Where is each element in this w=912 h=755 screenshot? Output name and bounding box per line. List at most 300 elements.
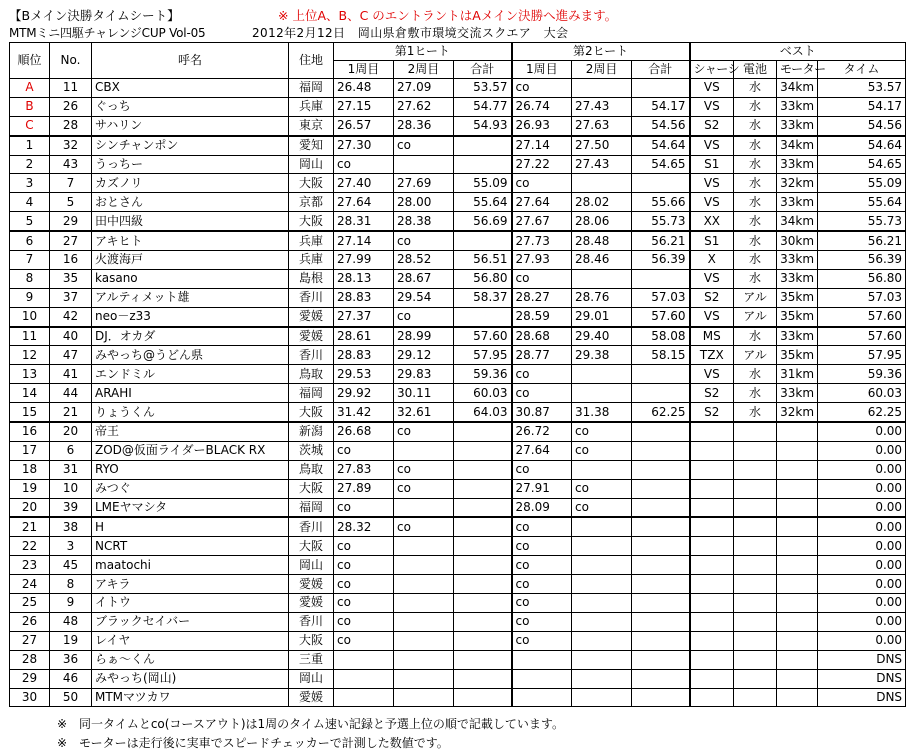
cell-h2l1: co [512,612,572,631]
cell-h1t [454,422,512,441]
col-pref: 住地 [289,43,334,79]
cell-time: 55.09 [818,174,906,193]
cell-no: 42 [50,307,92,326]
cell-name: 火渡海戸 [92,251,289,270]
cell-h2l2 [572,631,632,650]
cell-mot [777,517,818,536]
cell-h2l2: 28.76 [572,288,632,307]
cell-rank: 17 [10,441,50,460]
cell-h2t: 57.60 [632,307,690,326]
cell-h1l1: 28.31 [334,212,394,231]
cell-name: LMEヤマシタ [92,498,289,517]
cell-h1l2 [394,631,454,650]
col-heat2: 第2ヒート [512,43,690,61]
cell-rank: 25 [10,594,50,613]
cell-name: RYO [92,460,289,479]
cell-no: 47 [50,346,92,365]
table-row [10,460,906,479]
cell-time: 0.00 [818,612,906,631]
cell-no: 29 [50,212,92,231]
event-subtitle: MTMミニ四駆チャレンジCUP Vol-05 [9,26,206,40]
cell-h2l1: 27.22 [512,155,572,174]
cell-h2t [632,498,690,517]
table-row [10,441,906,460]
cell-h2l1: co [512,556,572,575]
cell-ch: S2 [690,116,734,135]
cell-ch [690,631,734,650]
cell-h2l1: 28.59 [512,307,572,326]
cell-h1l1 [334,669,394,688]
cell-rank: 29 [10,669,50,688]
cell-bat [734,460,777,479]
table-row [10,498,906,517]
results-table [9,42,906,707]
cell-time: 0.00 [818,517,906,536]
cell-h1l2: 27.09 [394,79,454,98]
cell-h2l2 [572,79,632,98]
cell-time: 56.80 [818,269,906,288]
cell-ch [690,556,734,575]
cell-h1t [454,155,512,174]
cell-h1l1: co [334,498,394,517]
cell-time: 57.03 [818,288,906,307]
cell-no: 3 [50,537,92,556]
cell-mot [777,669,818,688]
cell-rank: 27 [10,631,50,650]
cell-h1l1 [334,688,394,707]
cell-h1l2: 28.36 [394,116,454,135]
cell-pref: 愛媛 [289,327,334,346]
cell-h2l2 [572,365,632,384]
table-row [10,403,906,422]
cell-rank: 20 [10,498,50,517]
cell-pref: 大阪 [289,479,334,498]
cell-h1l2: co [394,136,454,155]
cell-bat: 水 [734,193,777,212]
cell-h1l1: 27.15 [334,97,394,116]
cell-time: 54.56 [818,116,906,135]
cell-mot [777,422,818,441]
cell-bat: 水 [734,116,777,135]
cell-h1t [454,594,512,613]
cell-h2l1: co [512,537,572,556]
cell-h2l1: co [512,269,572,288]
cell-bat: 水 [734,365,777,384]
cell-h2t: 56.21 [632,231,690,250]
cell-name: サハリン [92,116,289,135]
cell-h2l1: co [512,575,572,594]
cell-ch [690,441,734,460]
cell-h1t: 59.36 [454,365,512,384]
cell-h2t: 54.64 [632,136,690,155]
cell-h1l2 [394,498,454,517]
cell-h1l2 [394,537,454,556]
cell-time: 0.00 [818,498,906,517]
cell-ch: VS [690,97,734,116]
cell-h1l2 [394,155,454,174]
cell-rank: 6 [10,231,50,250]
cell-ch: VS [690,307,734,326]
cell-no: 16 [50,251,92,270]
col-h2-total: 合計 [632,61,690,79]
cell-h1t [454,307,512,326]
cell-h1l2: 27.62 [394,97,454,116]
table-row [10,556,906,575]
cell-h2l1: co [512,365,572,384]
cell-no: 10 [50,479,92,498]
cell-mot: 31km [777,365,818,384]
cell-h2l2: 28.46 [572,251,632,270]
cell-ch: S2 [690,403,734,422]
col-h2-lap2: 2周目 [572,61,632,79]
table-row [10,136,906,155]
cell-name: H [92,517,289,536]
cell-time: 0.00 [818,460,906,479]
col-name: 呼名 [92,43,289,79]
cell-rank: 28 [10,650,50,669]
cell-bat: 水 [734,231,777,250]
cell-pref: 香川 [289,288,334,307]
cell-h1l2 [394,556,454,575]
cell-h2l2: co [572,422,632,441]
table-row [10,422,906,441]
cell-ch: S2 [690,384,734,403]
table-row [10,517,906,536]
cell-h1l1: co [334,612,394,631]
cell-h2t [632,441,690,460]
cell-h2l2: 27.43 [572,155,632,174]
cell-pref: 香川 [289,346,334,365]
cell-mot [777,688,818,707]
cell-no: 5 [50,193,92,212]
cell-no: 41 [50,365,92,384]
cell-h1t: 54.93 [454,116,512,135]
cell-pref: 愛媛 [289,575,334,594]
cell-name: ブラックセイバー [92,612,289,631]
cell-h1l1: co [334,537,394,556]
cell-mot [777,460,818,479]
table-row [10,116,906,135]
cell-h2t: 58.15 [632,346,690,365]
cell-time: 57.60 [818,327,906,346]
table-row [10,193,906,212]
cell-name: CBX [92,79,289,98]
cell-ch [690,479,734,498]
cell-bat [734,498,777,517]
cell-h2l2 [572,669,632,688]
cell-rank: 12 [10,346,50,365]
col-h1-lap1: 1周目 [334,61,394,79]
cell-h2l1: 28.68 [512,327,572,346]
cell-name: みつぐ [92,479,289,498]
cell-name: maatochi [92,556,289,575]
cell-mot: 32km [777,174,818,193]
cell-h2t [632,594,690,613]
cell-h1t: 56.80 [454,269,512,288]
cell-pref: 東京 [289,116,334,135]
cell-name: アキラ [92,575,289,594]
cell-h2l2 [572,594,632,613]
cell-name: イトウ [92,594,289,613]
cell-h2t: 54.17 [632,97,690,116]
cell-time: DNS [818,669,906,688]
cell-h2l2: co [572,479,632,498]
cell-h2l1: 26.74 [512,97,572,116]
cell-h1t [454,537,512,556]
cell-ch: VS [690,136,734,155]
cell-bat: 水 [734,97,777,116]
cell-time: 57.60 [818,307,906,326]
cell-bat [734,556,777,575]
cell-pref: 岡山 [289,669,334,688]
cell-pref: 愛媛 [289,307,334,326]
cell-mot [777,631,818,650]
cell-no: 40 [50,327,92,346]
cell-name: ZOD@仮面ライダーBLACK RX [92,441,289,460]
cell-h1t [454,650,512,669]
cell-h1l2: 29.54 [394,288,454,307]
cell-rank: 9 [10,288,50,307]
cell-h2l1: 27.64 [512,441,572,460]
cell-pref: 大阪 [289,212,334,231]
cell-ch [690,669,734,688]
cell-time: 62.25 [818,403,906,422]
cell-h2t [632,174,690,193]
cell-no: 20 [50,422,92,441]
cell-no: 43 [50,155,92,174]
col-h1-total: 合計 [454,61,512,79]
cell-h2t: 54.56 [632,116,690,135]
cell-ch: XX [690,212,734,231]
cell-rank: 19 [10,479,50,498]
cell-h1l2 [394,650,454,669]
cell-h2l2: 28.02 [572,193,632,212]
cell-h2t [632,460,690,479]
cell-time: 60.03 [818,384,906,403]
cell-h2l1: 27.73 [512,231,572,250]
cell-pref: 大阪 [289,537,334,556]
cell-h1l2: 28.99 [394,327,454,346]
cell-ch [690,594,734,613]
cell-mot: 35km [777,346,818,365]
cell-ch [690,517,734,536]
cell-pref: 京都 [289,193,334,212]
cell-no: 38 [50,517,92,536]
cell-h1l1: 28.32 [334,517,394,536]
col-no: No. [50,43,92,79]
cell-mot: 35km [777,288,818,307]
cell-h1l2: co [394,460,454,479]
cell-mot: 33km [777,97,818,116]
cell-no: 37 [50,288,92,307]
cell-rank: 1 [10,136,50,155]
table-row [10,269,906,288]
cell-bat: 水 [734,251,777,270]
cell-name: NCRT [92,537,289,556]
cell-no: 48 [50,612,92,631]
table-row [10,365,906,384]
cell-bat [734,575,777,594]
cell-name: エンドミル [92,365,289,384]
cell-pref: 福岡 [289,384,334,403]
cell-h2t [632,669,690,688]
cell-bat: 水 [734,403,777,422]
footnote-tiebreak: ※ 同一タイムとco(コースアウト)は1周のタイム速い記録と予選上位の順で記載しています。 [57,717,564,731]
cell-h1t [454,612,512,631]
cell-mot: 35km [777,307,818,326]
cell-rank: 13 [10,365,50,384]
cell-ch: S1 [690,155,734,174]
cell-h1l1: 31.42 [334,403,394,422]
cell-h2t: 57.03 [632,288,690,307]
cell-ch: VS [690,174,734,193]
cell-mot [777,479,818,498]
cell-h1l1: 26.68 [334,422,394,441]
cell-time: 57.95 [818,346,906,365]
cell-h2l2 [572,612,632,631]
col-time: タイム [818,61,906,79]
cell-h2l1: co [512,594,572,613]
cell-h1l1: co [334,155,394,174]
cell-h2t [632,537,690,556]
cell-name: MTMマツカワ [92,688,289,707]
cell-time: 54.64 [818,136,906,155]
cell-h2l2: 27.63 [572,116,632,135]
cell-h2l1: co [512,79,572,98]
cell-rank: 11 [10,327,50,346]
table-row [10,174,906,193]
cell-bat [734,688,777,707]
cell-h2l2: 28.06 [572,212,632,231]
cell-h1l2 [394,688,454,707]
table-row [10,479,906,498]
cell-name: みやっち(岡山) [92,669,289,688]
cell-h1t: 56.69 [454,212,512,231]
cell-name: みやっち@うどん県 [92,346,289,365]
cell-h1t: 64.03 [454,403,512,422]
cell-mot: 34km [777,212,818,231]
cell-h2l2 [572,650,632,669]
cell-pref: 愛知 [289,136,334,155]
table-row [10,650,906,669]
cell-h1l1: 27.83 [334,460,394,479]
cell-h1l1: co [334,556,394,575]
cell-h2t [632,384,690,403]
cell-bat: 水 [734,384,777,403]
cell-ch: VS [690,193,734,212]
cell-no: 50 [50,688,92,707]
cell-h2l1: 26.72 [512,422,572,441]
cell-h2l1: co [512,460,572,479]
cell-h2l1: 27.93 [512,251,572,270]
cell-h1l1: co [334,631,394,650]
cell-pref: 大阪 [289,631,334,650]
cell-bat [734,479,777,498]
cell-pref: 茨城 [289,441,334,460]
cell-h1l1: co [334,441,394,460]
cell-bat: アル [734,346,777,365]
cell-mot: 33km [777,327,818,346]
cell-h1l1: 27.37 [334,307,394,326]
table-row [10,612,906,631]
cell-h2l1 [512,688,572,707]
cell-h1l1: 28.13 [334,269,394,288]
cell-h2l1: 27.67 [512,212,572,231]
cell-h2l2 [572,556,632,575]
cell-name: ARAHI [92,384,289,403]
cell-pref: 香川 [289,612,334,631]
cell-h1l2: 32.61 [394,403,454,422]
table-row [10,79,906,98]
col-chassis: シャーシ [690,61,734,79]
cell-bat: 水 [734,327,777,346]
cell-h1t: 54.77 [454,97,512,116]
cell-pref: 大阪 [289,403,334,422]
cell-time: 53.57 [818,79,906,98]
cell-mot [777,594,818,613]
cell-h1t [454,231,512,250]
cell-h1t: 55.64 [454,193,512,212]
cell-h2t: 55.66 [632,193,690,212]
table-row [10,594,906,613]
table-row [10,231,906,250]
cell-h1l2: co [394,479,454,498]
cell-h2t: 55.73 [632,212,690,231]
cell-time: 0.00 [818,594,906,613]
cell-ch [690,460,734,479]
cell-h2t [632,612,690,631]
cell-no: 21 [50,403,92,422]
cell-h1l2: 28.38 [394,212,454,231]
advance-notice: ※ 上位A、B、C のエントラントはAメイン決勝へ進みます。 [278,8,618,23]
cell-mot: 33km [777,269,818,288]
cell-mot [777,612,818,631]
cell-h2l1: 27.64 [512,193,572,212]
cell-name: アルティメット雄 [92,288,289,307]
cell-rank: C [10,116,50,135]
cell-h1l2: co [394,231,454,250]
cell-h2l2: 29.01 [572,307,632,326]
cell-ch [690,498,734,517]
cell-name: アキヒト [92,231,289,250]
cell-name: レイヤ [92,631,289,650]
table-row [10,575,906,594]
cell-bat [734,422,777,441]
table-row [10,346,906,365]
cell-h2l1: co [512,174,572,193]
cell-h1t [454,498,512,517]
cell-name: neo－z33 [92,307,289,326]
cell-no: 39 [50,498,92,517]
col-motor: モーター [777,61,818,79]
cell-ch [690,537,734,556]
cell-time: 54.65 [818,155,906,174]
cell-name: ぐっち [92,97,289,116]
cell-h2l2: 27.43 [572,97,632,116]
col-battery: 電池 [734,61,777,79]
cell-h1l1: co [334,594,394,613]
cell-time: 59.36 [818,365,906,384]
cell-ch [690,612,734,631]
table-row [10,97,906,116]
cell-h2t: 58.08 [632,327,690,346]
cell-h1l2: co [394,307,454,326]
cell-name: りょうくん [92,403,289,422]
cell-h1l2: 27.69 [394,174,454,193]
cell-time: 56.21 [818,231,906,250]
cell-time: 55.73 [818,212,906,231]
header-row-top [10,43,906,61]
